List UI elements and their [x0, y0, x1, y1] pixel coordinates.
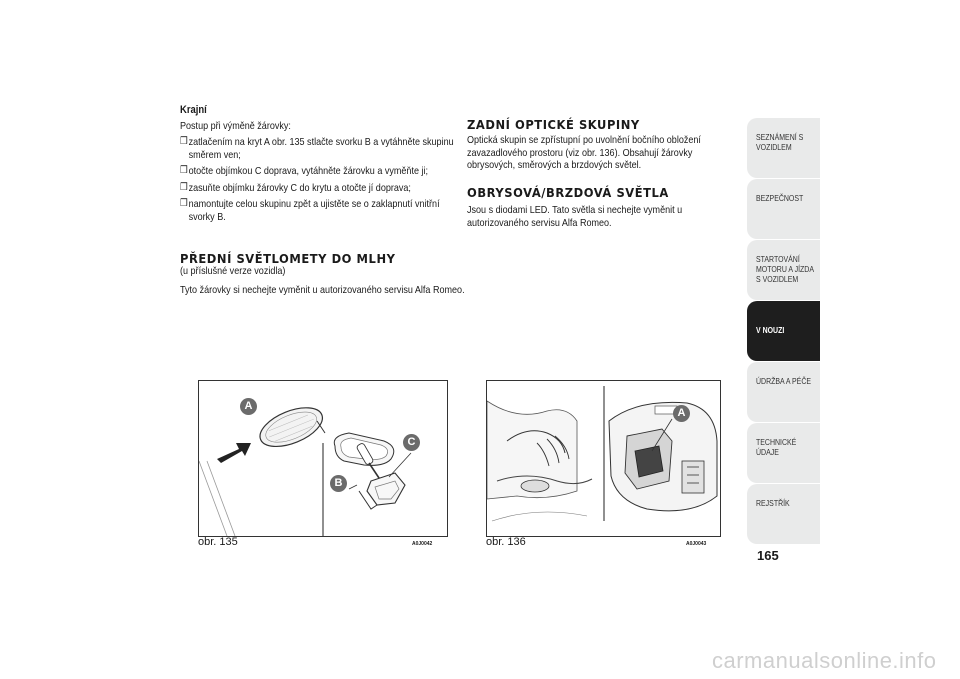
tab-udrzba[interactable]: ÚDRŽBA A PÉČE	[747, 362, 820, 422]
stop-lights-text: Jsou s diodami LED. Tato světla si nechejte vyměnit u autorizovaného servisu Alfa Romeo.	[467, 204, 683, 229]
section-title-fog-lights: PŘEDNÍ SVĚTLOMETY DO MLHY	[180, 251, 396, 266]
list-item: ❒ otočte objímkou C doprava, vytáhněte žárovku a vyměňte ji;	[180, 165, 429, 177]
figure-136-code: A0J0043	[686, 541, 707, 547]
figure-136	[486, 380, 721, 537]
tab-seznameni[interactable]: SEZNÁMENÍ S VOZIDLEM	[747, 118, 820, 178]
figure-136-caption: obr. 136	[486, 536, 526, 548]
fog-lights-text	[180, 265, 472, 300]
figure-135-caption: obr. 135	[198, 536, 238, 548]
bullet-icon: ❒	[180, 136, 188, 147]
intro-text: Postup při výměně žárovky:	[180, 119, 291, 132]
section-title-rear-lights: ZADNÍ OPTICKÉ SKUPINY	[467, 117, 640, 132]
left-column	[180, 104, 455, 227]
tab-startovani[interactable]: STARTOVÁNÍ MOTORU A JÍZDA S VOZIDLEM	[747, 240, 820, 300]
list-item: ❒ zasuňte objímku žárovky C do krytu a otočte jí doprava;	[180, 181, 411, 194]
tab-v-nouzi[interactable]: V NOUZI	[747, 301, 820, 361]
tab-technicke-udaje[interactable]: TECHNICKÉ ÚDAJE	[747, 423, 820, 483]
rear-lights-text: Optická skupin se zpřístupní po uvolnění bočního obložení zavazadlového prostoru (viz obr. 136). Obsahují žárovky obrysových, směrových a brzdových světel.	[467, 134, 701, 171]
fog-light-illustration	[199, 381, 447, 536]
callout-label-a: A	[240, 398, 257, 415]
bullet-icon: ❒	[180, 165, 188, 176]
section-note: (u příslušné verze vozidla)	[180, 265, 286, 277]
list-item: ❒ namontujte celou skupinu zpět a ujistěte se o zaklapnutí vnitřní svorky B.	[180, 198, 440, 223]
watermark: carmanualsonline.info	[712, 648, 937, 673]
callout-label-a: A	[673, 405, 690, 422]
page-number: 165	[757, 548, 779, 563]
figure-135	[198, 380, 448, 537]
tab-bezpecnost[interactable]: BEZPEČNOST	[747, 179, 820, 239]
subheading: Krajní	[180, 104, 207, 116]
callout-label-c: C	[403, 434, 420, 451]
figure-135-code: A0J0042	[412, 541, 433, 547]
bullet-icon: ❒	[180, 181, 188, 193]
list-item: ❒ zatlačením na kryt A obr. 135 stlačte svorku B a vytáhněte skupinu směrem ven;	[180, 136, 454, 161]
section-title-stop-lights: OBRYSOVÁ/BRZDOVÁ SVĚTLA	[467, 185, 669, 200]
rear-light-illustration	[487, 381, 720, 536]
bullet-icon: ❒	[180, 198, 188, 209]
section-text: Tyto žárovky si nechejte vyměnit u autorizovaného servisu Alfa Romeo.	[180, 283, 465, 296]
tab-rejstrik[interactable]: REJSTŘÍK	[747, 484, 820, 544]
callout-label-b: B	[330, 475, 347, 492]
